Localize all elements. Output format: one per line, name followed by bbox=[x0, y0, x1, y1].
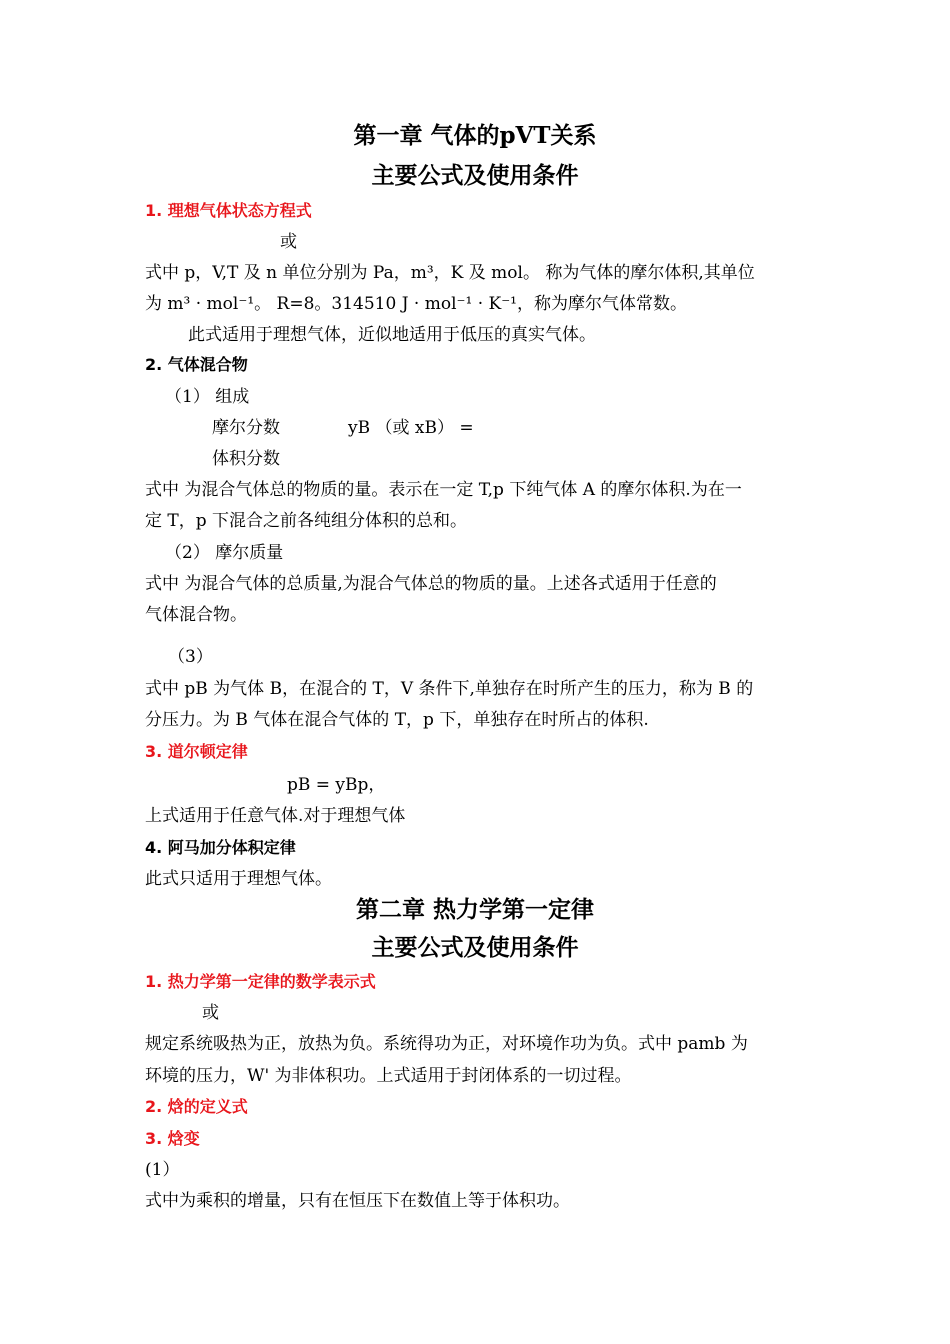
ch1-section2-heading: 2. 气体混合物 bbox=[145, 355, 248, 374]
chapter1-title: 第一章 气体的pVT关系 bbox=[353, 122, 597, 149]
ch1-section2-text1: 式中 为混合气体总的物质的量。表示在一定 T,p 下纯气体 A 的摩尔体积.为在一 bbox=[145, 480, 742, 500]
ch1-section1-text3: 此式适用于理想气体，近似地适用于低压的真实气体。 bbox=[188, 325, 596, 345]
volume-fraction-label: 体积分数 bbox=[212, 449, 280, 469]
ch1-section4-text: 此式只适用于理想气体。 bbox=[145, 869, 332, 889]
mole-fraction-label: 摩尔分数 bbox=[212, 418, 280, 438]
ch2-section1-heading: 1. 热力学第一定律的数学表示式 bbox=[145, 972, 376, 991]
ch1-section3-text: 上式适用于任意气体.对于理想气体 bbox=[145, 806, 406, 826]
chapter2-title: 第二章 热力学第一定律 bbox=[355, 896, 594, 923]
ch1-section2-sub2: （2） 摩尔质量 bbox=[165, 543, 284, 563]
mole-fraction-formula: yB （或 xB） = bbox=[348, 418, 474, 438]
ch1-section2-sub3: （3） bbox=[168, 647, 213, 667]
dalton-formula: pB = yBp， bbox=[287, 775, 386, 795]
ch2-section1-or: 或 bbox=[202, 1003, 219, 1023]
ch1-section2-sub1: （1） 组成 bbox=[165, 387, 250, 407]
ch1-section2-text6: 分压力。为 B 气体在混合气体的 T，p 下，单独存在时所占的体积. bbox=[145, 710, 649, 730]
chapter2-subtitle: 主要公式及使用条件 bbox=[371, 934, 579, 961]
ch1-section1-or: 或 bbox=[280, 232, 297, 252]
ch2-section3-sub1: (1） bbox=[145, 1160, 180, 1180]
ch2-section1-text1: 规定系统吸热为正，放热为负。系统得功为正，对环境作功为负。式中 pamb 为 bbox=[145, 1034, 748, 1054]
ch1-section1-text1: 式中 p，V,T 及 n 单位分别为 Pa，m³，K 及 mol。 称为气体的摩尔体积,其单位 bbox=[145, 263, 755, 283]
ch1-section3-heading: 3. 道尔顿定律 bbox=[145, 742, 248, 761]
chapter1-subtitle: 主要公式及使用条件 bbox=[371, 162, 579, 189]
ch2-section2-heading: 2. 焓的定义式 bbox=[145, 1097, 248, 1116]
ch1-section1-text2: 为 m³ · mol⁻¹。 R=8。314510 J · mol⁻¹ · K⁻¹，称为摩尔气体常数。 bbox=[145, 294, 687, 314]
ch1-section2-text4: 气体混合物。 bbox=[145, 605, 247, 625]
ch2-section3-heading: 3. 焓变 bbox=[145, 1129, 200, 1148]
ch1-section4-heading: 4. 阿马加分体积定律 bbox=[145, 838, 296, 857]
ch2-section3-text: 式中为乘积的增量，只有在恒压下在数值上等于体积功。 bbox=[145, 1191, 570, 1211]
ch2-section1-text2: 环境的压力，W' 为非体积功。上式适用于封闭体系的一切过程。 bbox=[145, 1066, 632, 1086]
ch1-section2-text3: 式中 为混合气体的总质量,为混合气体总的物质的量。上述各式适用于任意的 bbox=[145, 574, 717, 594]
ch1-section2-text2: 定 T，p 下混合之前各纯组分体积的总和。 bbox=[145, 511, 468, 531]
ch1-section1-heading: 1. 理想气体状态方程式 bbox=[145, 201, 312, 220]
ch1-section2-text5: 式中 pB 为气体 B，在混合的 T，V 条件下,单独存在时所产生的压力，称为 B 的 bbox=[145, 679, 754, 699]
